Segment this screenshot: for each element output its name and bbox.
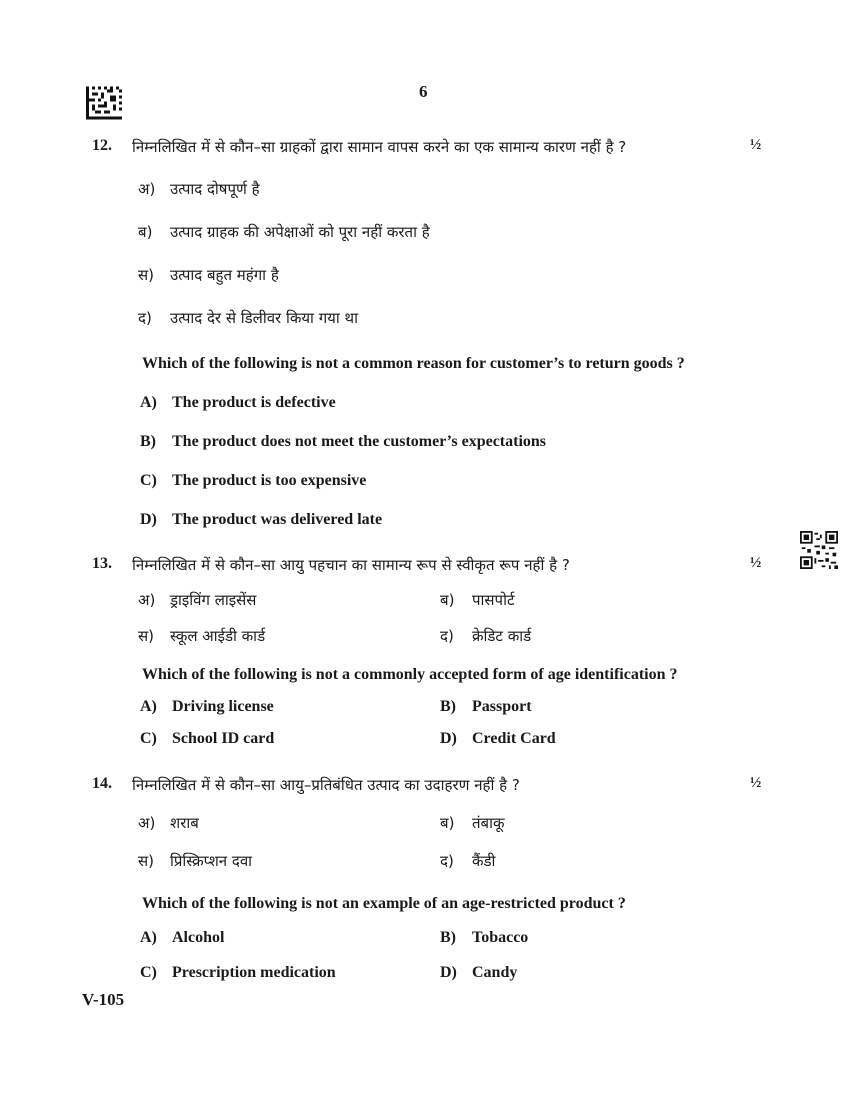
question-13-english-option-b [440, 698, 532, 716]
question-13-english-option-d [440, 730, 556, 748]
option-text: The product is defective [172, 394, 336, 411]
question-12-number: 12. [92, 137, 112, 154]
option-label: C) [140, 964, 157, 981]
question-12-hindi-option-d [138, 308, 358, 328]
question-13-english-option-a [140, 698, 274, 716]
option-label: A) [140, 698, 157, 715]
option-text: The product is too expensive [172, 472, 367, 489]
question-13-number: 13. [92, 555, 112, 572]
question-14-english-option-d [440, 964, 517, 982]
question-14-hindi-option-a [138, 813, 199, 833]
question-14-english-option-a [140, 929, 224, 947]
option-label: अ) [138, 180, 156, 198]
question-13-hindi-option-b [440, 590, 515, 610]
question-14-english-option-b [440, 929, 528, 947]
question-14-english-option-c [140, 964, 336, 982]
option-text: School ID card [172, 730, 275, 747]
option-text: Passport [472, 698, 532, 715]
datamatrix-code-top [86, 86, 122, 120]
page-number: 6 [419, 82, 428, 101]
question-13-hindi-option-a [138, 590, 256, 610]
option-text: Candy [472, 964, 518, 981]
option-text: कैंडी [472, 852, 496, 870]
option-label: B) [440, 698, 456, 715]
option-label: अ) [138, 814, 156, 832]
question-12-english-option-d [140, 511, 382, 529]
option-label: B) [440, 929, 456, 946]
option-text: Credit Card [472, 730, 556, 747]
option-label: द) [440, 627, 454, 645]
option-text: उत्पाद बहुत महंगा है [170, 266, 279, 284]
paper-code: V-105 [82, 990, 125, 1009]
option-label: स) [138, 266, 154, 284]
question-14-hindi-option-d [440, 851, 495, 871]
question-12-english-option-a [140, 394, 336, 412]
option-text: Tobacco [472, 929, 529, 946]
question-13-hindi-option-d [440, 626, 531, 646]
question-12-hindi-option-a [138, 179, 260, 199]
option-text: शराब [170, 814, 199, 832]
option-text: स्कूल आईडी कार्ड [170, 627, 266, 645]
option-text: प्रिस्क्रिप्शन दवा [170, 852, 253, 870]
option-label: D) [440, 964, 457, 981]
question-13-english-option-c [140, 730, 274, 748]
option-text: Driving license [172, 698, 274, 715]
option-text: Alcohol [172, 929, 225, 946]
option-label: द) [440, 852, 454, 870]
question-14-marks: ½ [750, 775, 762, 791]
option-label: A) [140, 394, 157, 411]
question-12-hindi-option-b [138, 222, 430, 242]
question-14-hindi-text: निम्नलिखित में से कौन–सा आयु–प्रतिबंधित उत्पाद का उदाहरण नहीं है ? [132, 776, 520, 794]
question-14-hindi-option-c [138, 851, 252, 871]
option-label: ब) [138, 223, 153, 241]
option-text: उत्पाद ग्राहक की अपेक्षाओं को पूरा नहीं करता है [170, 223, 430, 241]
question-13-marks: ½ [750, 555, 762, 571]
option-text: ड्राइविंग लाइसेंस [170, 591, 257, 609]
option-label: ब) [440, 591, 455, 609]
question-13-hindi-text: निम्नलिखित में से कौन–सा आयु पहचान का सामान्य रूप से स्वीकृत रूप नहीं है ? [132, 556, 570, 574]
option-text: The product does not meet the customer’s expectations [172, 433, 547, 450]
option-text: क्रेडिट कार्ड [472, 627, 532, 645]
option-label: D) [140, 511, 157, 528]
option-label: D) [440, 730, 457, 747]
question-12-english-option-b [140, 433, 546, 451]
option-label: स) [138, 852, 154, 870]
question-12-hindi-option-c [138, 265, 279, 285]
question-12-marks: ½ [750, 137, 762, 153]
question-14-hindi-option-b [440, 813, 505, 833]
option-label: C) [140, 730, 157, 747]
option-text: तंबाकू [472, 814, 505, 832]
option-text: उत्पाद दोषपूर्ण है [170, 180, 260, 198]
question-13-english-text: Which of the following is not a commonly accepted form of age identification ? [142, 666, 678, 683]
option-label: A) [140, 929, 157, 946]
option-label: स) [138, 627, 154, 645]
option-text: Prescription medication [172, 964, 336, 981]
question-12-hindi-text: निम्नलिखित में से कौन–सा ग्राहकों द्वारा सामान वापस करने का एक सामान्य कारण नहीं है ? [132, 138, 627, 156]
option-text: उत्पाद देर से डिलीवर किया गया था [170, 309, 358, 327]
question-14-number: 14. [92, 775, 112, 792]
question-14-english-text: Which of the following is not an example of an age-restricted product ? [142, 895, 626, 912]
option-text: पासपोर्ट [472, 591, 515, 609]
question-13-hindi-option-c [138, 626, 265, 646]
option-label: ब) [440, 814, 455, 832]
option-label: द) [138, 309, 152, 327]
qr-code-side [800, 531, 838, 569]
option-label: अ) [138, 591, 156, 609]
question-12-english-option-c [140, 472, 366, 490]
option-text: The product was delivered late [172, 511, 383, 528]
option-label: C) [140, 472, 157, 489]
question-12-english-text: Which of the following is not a common reason for customer’s to return goods ? [142, 355, 685, 372]
option-label: B) [140, 433, 156, 450]
